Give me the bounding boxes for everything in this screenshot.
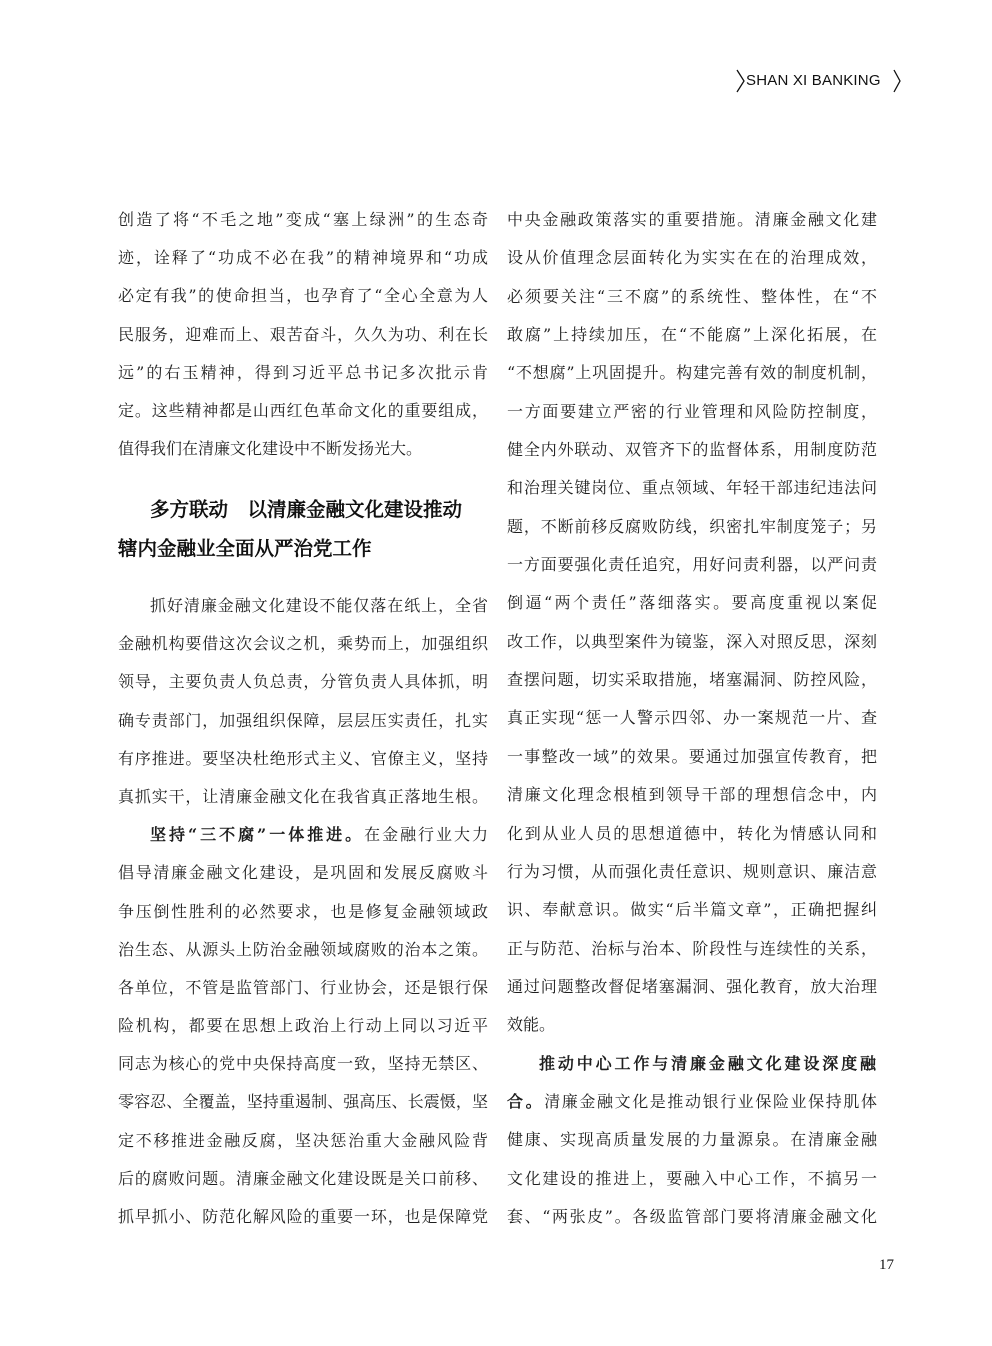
section-heading-line: 辖内金融业全面从严治党工作 [118,536,372,560]
body-line: 查摆问题，切实采取措施，堵塞漏洞、防控风险， [507,670,877,690]
subsection-lead: 合。 [507,1091,545,1111]
body-line: 真正实现“惩一人警示四邻、办一案规范一片、查 [507,708,877,728]
body-line: 改工作，以典型案件为镜鉴，深入对照反思，深刻 [507,631,877,651]
body-line: “不想腐”上巩固提升。构建完善有效的制度机制， [507,363,877,383]
body-line: 必定有我”的使命担当，也孕育了“全心全意为人 [118,286,488,306]
left-body-paragraphs [118,587,488,1236]
body-line: 定。这些精神都是山西红色革命文化的重要组成， [118,400,488,420]
body-line: 争压倒性胜利的必然要求，也是修复金融领域政 [118,901,488,921]
body-line: 一方面要强化责任追究，用好问责利器，以严问责 [507,555,877,575]
page-number: 17 [879,1257,894,1273]
body-line: 远”的右玉精神，得到习近平总书记多次批示肯 [118,362,488,382]
body-line: 各单位，不管是监管部门、行业协会，还是银行保 [118,977,488,997]
body-line: 套、“两张皮”。各级监管部门要将清廉金融文化 [507,1206,877,1226]
body-line: 中央金融政策落实的重要措施。清廉金融文化建 [507,210,877,229]
body-line: 值得我们在清廉文化建设中不断发扬光大。 [118,439,423,459]
body-line: 一事整改一域”的效果。要通过加强宣传教育，把 [507,746,877,766]
body-line: 倡导清廉金融文化建设，是巩固和发展反腐败斗 [118,863,488,883]
body-line: 创造了将“不毛之地”变成“塞上绿洲”的生态奇 [118,210,488,229]
right-column [507,201,877,1236]
body-line: 题，不断前移反腐败防线，织密扎牢制度笼子；另 [507,516,877,536]
body-line: 健康、实现高质量发展的力量源泉。在清廉金融 [507,1130,877,1150]
body-line: 民服务，迎难而上、艰苦奋斗，久久为功、利在长 [118,324,488,344]
body-line: 必须要关注“三不腐”的系统性、整体性，在“不 [507,286,877,306]
body-line: 和治理关键岗位、重点领域、年轻干部违纪违法问 [507,478,877,498]
body-line: 正与防范、治标与治本、阶段性与连续性的关系， [507,938,877,958]
body-line [507,1083,877,1121]
subsection-lead: 坚持“三不腐”一体推进。 [150,825,365,845]
section-heading-line: 多方联动 以清廉金融文化建设推动 [150,497,463,521]
body-line: 效能。 [507,1015,556,1035]
body-line: 金融机构要借这次会议之机，乘势而上，加强组织 [118,634,488,654]
body-line: 设从价值理念层面转化为实实在在的治理成效， [507,248,877,268]
body-line: 文化建设的推进上，要融入中心工作，不搞另一 [507,1168,877,1188]
section-heading [118,490,488,568]
body-line: 有序推进。要坚决杜绝形式主义、官僚主义，坚持 [118,748,488,768]
body-line: 领导，主要负责人负总责，分管负责人具体抓，明 [118,672,488,692]
body-text: 清廉金融文化是推动银行业保险业保持肌体 [544,1091,877,1111]
body-text: 在金融行业大力 [364,825,488,845]
body-line: 迹，诠释了“功成不必在我”的精神境界和“功成 [118,248,488,268]
body-line: 一方面要建立严密的行业管理和风险防控制度， [507,401,877,421]
running-header-title: SHAN XI BANKING [746,72,881,89]
body-line: 清廉文化理念根植到领导干部的理想信念中，内 [507,785,877,805]
body-line: 化到从业人员的思想道德中，转化为情感认同和 [507,823,877,843]
subsection-lead: 推动中心工作与清廉金融文化建设深度融 [539,1053,877,1073]
body-line: 行为习惯，从而强化责任意识、规则意识、廉洁意 [507,861,877,881]
body-line: 零容忍、全覆盖，坚持重遏制、强高压、长震慑，坚 [118,1092,488,1112]
body-line: 健全内外联动、双管齐下的监督体系，用制度防范 [507,440,877,460]
body-line: 后的腐败问题。清廉金融文化建设既是关口前移、 [118,1168,488,1188]
body-line: 抓好清廉金融文化建设不能仅落在纸上，全省 [150,596,488,615]
body-line: 倒逼“两个责任”落细落实。要高度重视以案促 [507,593,877,613]
body-line [118,816,488,854]
body-line: 确专责部门，加强组织保障，层层压实责任，扎实 [118,710,488,730]
body-line: 治生态、从源头上防治金融领域腐败的治本之策。 [118,939,488,959]
body-line [507,1045,877,1083]
body-line: 通过问题整改督促堵塞漏洞、强化教育，放大治理 [507,976,877,996]
body-line: 定不移推进金融反腐，坚决惩治重大金融风险背 [118,1130,488,1150]
body-line: 抓早抓小、防范化解风险的重要一环，也是保障党 [118,1207,488,1226]
body-line: 同志为核心的党中央保持高度一致，坚持无禁区、 [118,1054,488,1074]
left-intro-paragraph [118,201,488,468]
body-line: 敢腐”上持续加压，在“不能腐”上深化拓展，在 [507,325,877,345]
body-line: 险机构，都要在思想上政治上行动上同以习近平 [118,1016,488,1036]
body-line: 真抓实干，让清廉金融文化在我省真正落地生根。 [118,786,488,806]
running-header [734,67,904,95]
body-line: 识、奉献意识。做实“后半篇文章”，正确把握纠 [507,900,877,920]
